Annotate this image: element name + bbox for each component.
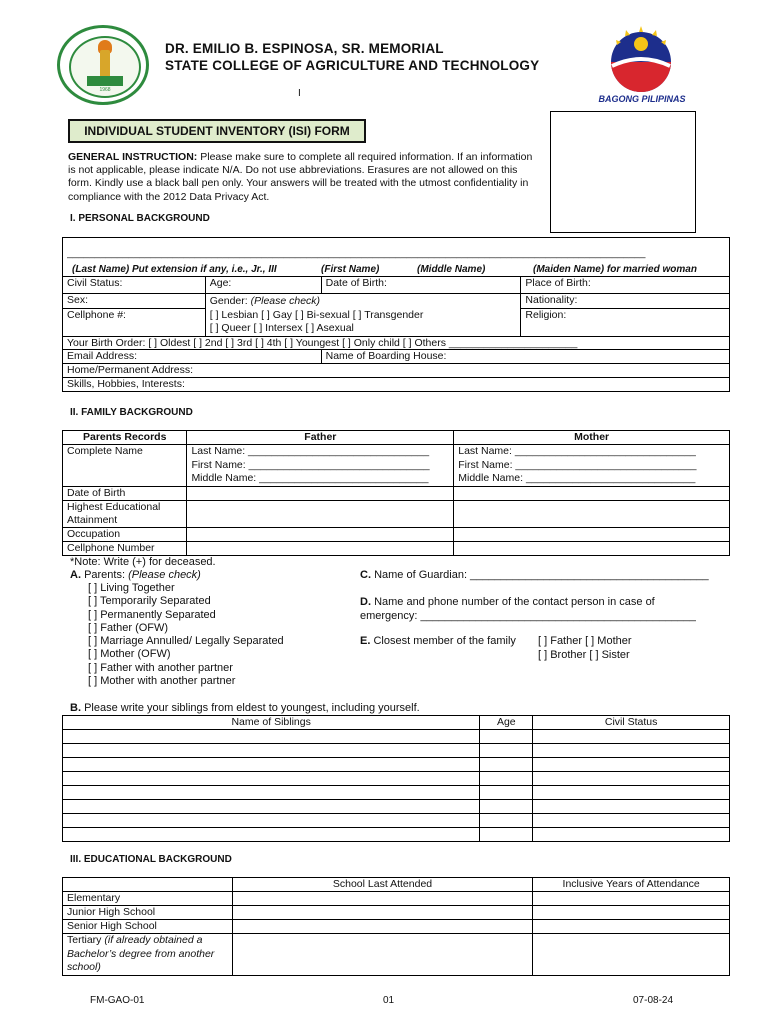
cellphone-field[interactable]: Cellphone #: [63,309,206,337]
bagong-pilipinas-logo [588,22,694,108]
sibling-name-cell[interactable] [63,744,480,758]
caption-first-name: (First Name) [321,264,380,275]
institution-name-line1: DR. EMILIO B. ESPINOSA, SR. MEMORIAL [165,41,444,56]
sibling-civil-cell[interactable] [533,730,730,744]
table-row [63,800,730,814]
years-cell[interactable] [533,934,730,976]
col-level [63,878,233,892]
parents-option[interactable]: [ ] Living Together [88,582,175,594]
table-row [63,772,730,786]
home-address-field[interactable]: Home/Permanent Address: [63,364,730,378]
sibling-name-cell[interactable] [63,814,480,828]
siblings-text: Please write your siblings from eldest to youngest, including yourself. [84,702,420,714]
form-title: INDIVIDUAL STUDENT INVENTORY (ISI) FORM [68,119,366,143]
sibling-civil-cell[interactable] [533,786,730,800]
birth-order-field[interactable]: Your Birth Order: [ ] Oldest [ ] 2nd [ ] 3rd [ ] 4th [ ] Youngest [ ] Only child [ ] Others ______________________ [63,337,730,350]
table-row [63,786,730,800]
table-row [63,828,730,842]
sibling-name-cell[interactable] [63,786,480,800]
mother-first-name[interactable]: First Name: _______________________________ [458,458,697,471]
sibling-age-cell[interactable] [480,758,533,772]
father-dob-field[interactable] [187,487,454,501]
date-of-birth-field[interactable]: Date of Birth: [321,277,521,294]
sibling-name-cell[interactable] [63,800,480,814]
mother-middle-name[interactable]: Middle Name: _____________________________ [458,472,696,484]
sibling-age-cell[interactable] [480,800,533,814]
col-school-last-attended: School Last Attended [232,878,532,892]
parents-letter: A. [70,569,81,581]
boarding-house-field[interactable]: Name of Boarding House: [321,350,729,364]
years-cell[interactable] [533,920,730,934]
mother-last-name[interactable]: Last Name: _______________________________ [458,445,696,457]
table-row [63,758,730,772]
parents-table [62,430,730,556]
sibling-name-cell[interactable] [63,772,480,786]
parents-option[interactable]: [ ] Marriage Annulled/ Legally Separated [88,635,284,648]
tertiary-note: (if already obtained a Bachelor’s degree from another school) [67,934,215,973]
parents-option[interactable]: [ ] Mother (OFW) [88,648,171,661]
table-row [63,934,730,976]
emergency-contact-field[interactable] [360,595,696,623]
deceased-note: *Note: Write (+) for deceased. [70,556,216,568]
father-first-name[interactable]: First Name: _______________________________ [191,458,430,471]
section-personal-heading: I. PERSONAL BACKGROUND [70,213,210,224]
caption-last-name: (Last Name) Put extension if any, i.e., Jr., III [72,264,277,275]
page-number: 01 [383,995,395,1006]
gender-options-row1[interactable]: [ ] Lesbian [ ] Gay [ ] Bi-sexual [ ] Transgender [209,308,424,321]
col-parents-records: Parents Records [63,431,187,445]
sibling-age-cell[interactable] [480,828,533,842]
sibling-civil-cell[interactable] [533,772,730,786]
name-underline: ________________________________________________________________________________________________________ [67,248,646,259]
closest-options-row2[interactable]: [ ] Brother [ ] Sister [538,648,630,661]
personal-background-table [62,237,730,392]
caption-maiden-name: (Maiden Name) for married woman [533,264,697,275]
parents-option[interactable]: [ ] Father with another partner [88,661,233,674]
sibling-civil-cell[interactable] [533,814,730,828]
closest-member-label [360,635,516,647]
parents-option[interactable]: [ ] Permanently Separated [88,608,216,621]
contact-text: Name and phone number of the contact person in case of [374,596,655,608]
table-row [63,744,730,758]
col-sibling-civil-status: Civil Status [533,716,730,730]
guardian-letter: C. [360,569,371,581]
father-name-field[interactable] [187,445,454,487]
level-tertiary [63,934,233,976]
years-cell[interactable] [533,892,730,906]
full-name-field[interactable] [63,238,730,277]
instruction-text: Please make sure to complete all required information. If an information is not applicable, please indicate N/A. Do not use abbreviations. Erasures are not allowed on this form. Kindly use a black ball pen only. Your answers will be treated with the utmost confidentiality in compliance with the 2012 Data Privacy Act. [68,151,533,203]
school-cell[interactable] [232,906,532,920]
mother-cellphone-field[interactable] [454,542,730,556]
col-father: Father [187,431,454,445]
sibling-name-cell[interactable] [63,828,480,842]
table-row [63,892,730,906]
guardian-field[interactable] [360,569,709,581]
tertiary-label: Tertiary [67,934,102,946]
table-row [63,730,730,744]
gender-note: (Please check) [250,295,321,307]
caption-middle-name: (Middle Name) [417,264,486,275]
gender-options-row2[interactable]: [ ] Queer [ ] Intersex [ ] Asexual [209,322,354,334]
age-field[interactable]: Age: [205,277,321,294]
col-inclusive-years: Inclusive Years of Attendance [533,878,730,892]
father-last-name[interactable]: Last Name: _______________________________ [191,445,430,457]
closest-options-row1[interactable]: [ ] Father [ ] Mother [538,635,632,647]
level-junior-high: Junior High School [63,906,233,920]
level-elementary: Elementary [63,892,233,906]
sibling-age-cell[interactable] [480,744,533,758]
parents-option[interactable]: [ ] Mother with another partner [88,675,236,688]
sibling-civil-cell[interactable] [533,828,730,842]
contact-letter: D. [360,596,371,608]
siblings-label [70,702,420,714]
father-education-field[interactable] [187,501,454,528]
civil-status-field[interactable]: Civil Status: [63,277,206,294]
table-row [63,814,730,828]
parents-note: (Please check) [128,569,201,581]
form-date: 07-08-24 [633,995,674,1006]
closest-letter: E. [360,635,371,647]
father-occupation-field[interactable] [187,528,454,542]
religion-field[interactable]: Religion: [521,309,730,337]
siblings-letter: B. [70,702,81,714]
sibling-age-cell[interactable] [480,730,533,744]
education-table [62,877,730,976]
contact-text-line2[interactable]: emergency: _____________________________________________ [360,610,696,622]
sibling-name-cell[interactable] [63,758,480,772]
closest-text: Closest member of the family [373,635,516,647]
seal-year: 1968 [99,87,111,93]
section-education-heading: III. EDUCATIONAL BACKGROUND [70,854,232,865]
table-row [63,906,730,920]
father-middle-name[interactable]: Middle Name: _____________________________ [191,472,429,484]
closest-member-options[interactable] [538,635,632,662]
siblings-table [62,715,730,842]
row-cellphone: Cellphone Number [63,542,187,556]
table-row [63,920,730,934]
general-instruction [68,151,538,204]
instruction-label: GENERAL INSTRUCTION: [68,151,198,163]
guardian-text[interactable]: Name of Guardian: _______________________________________ [374,569,709,581]
nationality-field[interactable]: Nationality: [521,294,730,309]
skills-field[interactable]: Skills, Hobbies, Interests: [63,378,730,392]
col-sibling-age: Age [480,716,533,730]
gender-field[interactable] [205,294,521,337]
photo-box [550,111,696,233]
mother-name-field[interactable] [454,445,730,487]
college-seal [57,25,149,105]
col-sibling-name: Name of Siblings [63,716,480,730]
sex-field[interactable]: Sex: [63,294,206,309]
bagong-pilipinas-label: BAGONG PILIPINAS [598,94,686,104]
row-education: Highest Educational Attainment [63,501,187,528]
school-cell[interactable] [232,892,532,906]
place-of-birth-field[interactable]: Place of Birth: [521,277,730,294]
sibling-age-cell[interactable] [480,786,533,800]
parents-text: Parents: [84,569,126,581]
father-cellphone-field[interactable] [187,542,454,556]
sibling-civil-cell[interactable] [533,744,730,758]
sibling-age-cell[interactable] [480,772,533,786]
parents-status-label [70,569,201,581]
row-occupation: Occupation [63,528,187,542]
institution-name-line2: STATE COLLEGE OF AGRICULTURE AND TECHNOLOGY [165,58,540,73]
sibling-age-cell[interactable] [480,814,533,828]
col-mother: Mother [454,431,730,445]
parents-status-options [88,582,284,688]
sibling-civil-cell[interactable] [533,758,730,772]
gender-label: Gender: [209,295,248,307]
mother-education-field[interactable] [454,501,730,528]
section-family-heading: II. FAMILY BACKGROUND [70,407,193,418]
header-separator: I [298,88,301,99]
sibling-civil-cell[interactable] [533,800,730,814]
school-cell[interactable] [232,920,532,934]
mother-occupation-field[interactable] [454,528,730,542]
school-cell[interactable] [232,934,532,976]
parents-option[interactable]: [ ] Temporarily Separated [88,595,211,608]
sibling-name-cell[interactable] [63,730,480,744]
row-complete-name: Complete Name [63,445,187,487]
years-cell[interactable] [533,906,730,920]
mother-dob-field[interactable] [454,487,730,501]
parents-option[interactable]: [ ] Father (OFW) [88,621,169,634]
level-senior-high: Senior High School [63,920,233,934]
email-field[interactable]: Email Address: [63,350,322,364]
row-date-of-birth: Date of Birth [63,487,187,501]
form-code: FM-GAO-01 [90,995,145,1006]
